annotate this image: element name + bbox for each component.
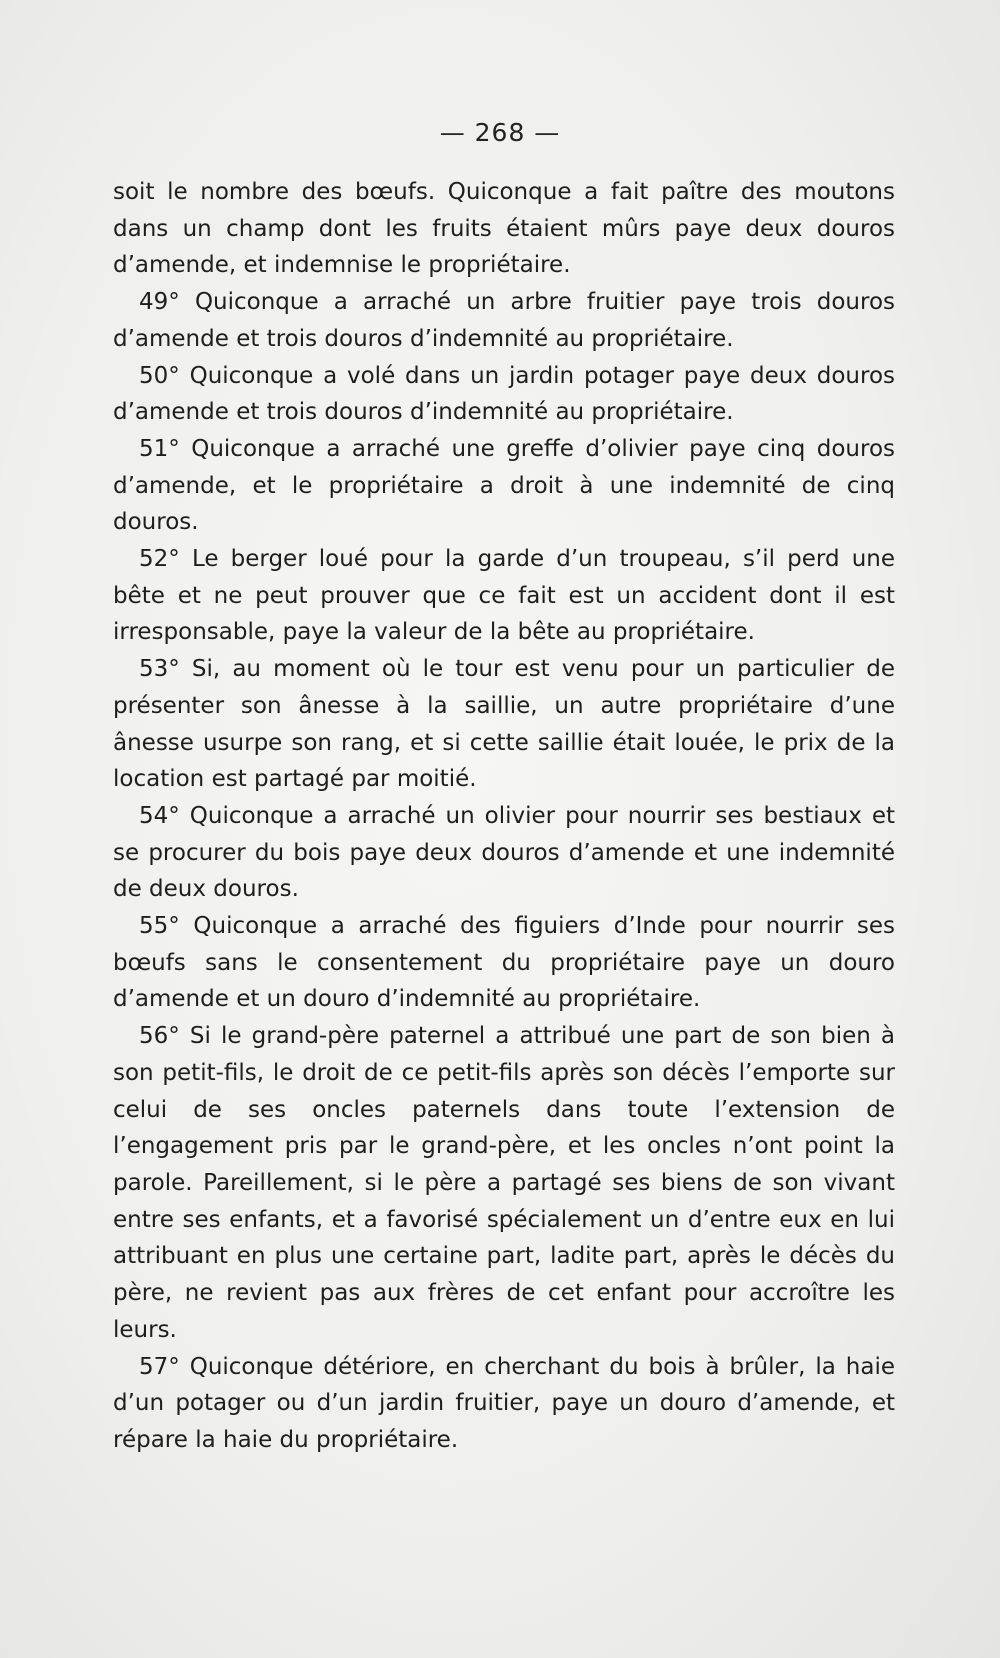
article-number: 52° [139, 546, 180, 573]
article-text: Si le grand-père paternel a attribué une part de son bien à son petit-fils, le droit de ce petit-fils après son décès l’emporte sur celui de ses oncles paternels dans toute l’extension de l’engagement pris par le grand-père, et les oncles n’ont point la parole. Pareillement, si le père a partagé ses biens de son vivant entre ses enfants, et a favorisé spécialement un d’entre eux en lui attribuant en plus une certaine part, ladite part, après le décès du père, ne revient pas aux frères de cet enfant pour accroître les leurs. [113, 1023, 895, 1343]
article-number: 49° [139, 289, 180, 316]
article-text: Quiconque a arraché un olivier pour nourrir ses bestiaux et se procurer du bois paye deux douros d’amende et une indemnité de deux douros. [113, 802, 896, 903]
article-50 [113, 358, 895, 431]
article-49 [113, 284, 895, 357]
article-57 [113, 1349, 895, 1459]
article-number: 57° [139, 1353, 180, 1380]
article-52 [113, 541, 895, 651]
article-text: Quiconque a arraché un arbre fruitier paye trois douros d’amende et trois douros d’indemnité au propriétaire. [113, 289, 895, 352]
article-text: Quiconque a arraché des figuiers d’Inde pour nourrir ses bœufs sans le consentement du propriétaire paye un douro d’amende et un douro d’indemnité au propriétaire. [113, 913, 895, 1013]
article-number: 51° [139, 435, 180, 462]
article-number: 50° [139, 362, 180, 389]
article-51 [113, 431, 895, 541]
article-text: Le berger loué pour la garde d’un troupeau, s’il perd une bête et ne peut prouver que ce fait est un accident dont il est irresponsable, paye la valeur de la bête au propriétaire. [113, 546, 896, 646]
page-number: — 268 — [439, 118, 561, 147]
body-text [113, 174, 895, 1459]
article-text: Si, au moment où le tour est venu pour un particulier de présenter son ânesse à la saillie, un autre propriétaire d’une ânesse usurpe son rang, et si cette saillie était louée, le prix de la location est partagé par moitié. [113, 656, 895, 793]
article-54 [113, 798, 895, 908]
article-number: 53° [139, 656, 180, 683]
article-number: 56° [139, 1023, 180, 1050]
article-text: Quiconque a volé dans un jardin potager paye deux douros d’amende et trois douros d’indemnité au propriétaire. [113, 362, 895, 426]
article-text: Quiconque détériore, en cherchant du bois à brûler, la haie d’un potager ou d’un jardin fruitier, paye un douro d’amende, et répare la haie du propriétaire. [113, 1353, 895, 1453]
article-55 [113, 908, 895, 1018]
article-53 [113, 651, 895, 798]
paragraph-text: soit le nombre des bœufs. Quiconque a fait paître des moutons dans un champ dont les fruits étaient mûrs paye deux douros d’amende, et indemnise le propriétaire. [113, 179, 895, 279]
article-number: 54° [139, 802, 180, 829]
article-number: 55° [139, 913, 180, 940]
article-56 [113, 1018, 895, 1348]
paragraph-continuation [113, 174, 895, 284]
article-text: Quiconque a arraché une greffe d’olivier paye cinq douros d’amende, et le propriétaire a droit à une indemnité de cinq douros. [113, 435, 895, 536]
